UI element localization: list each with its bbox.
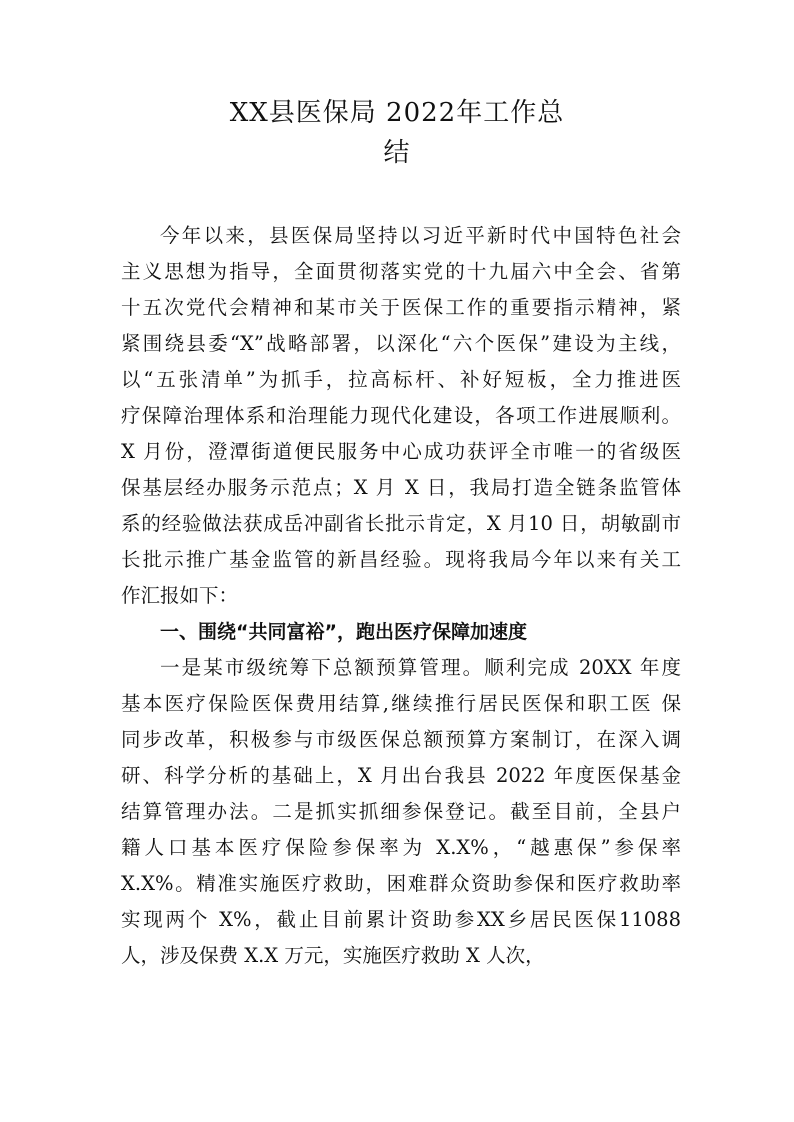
document-title: XX县医保局 2022年工作总 [229,98,565,128]
paragraph-line: 研、科学分析的基础上，X 月出台我县 2022 年度医保基金 [121,764,681,787]
paragraph-line: 基本医疗保险医保费用结算,继续推行居民医保和职工医 保 [121,692,681,715]
paragraph-line: 结算管理办法。二是抓实抓细参保登记。截至目前，全县户 [121,800,681,823]
paragraph-line: 疗保障治理体系和治理能力现代化建设，各项工作进展顺利。 [121,404,681,427]
paragraph-line: 以“五张清单”为抓手，拉高标杆、补好短板，全力推进医 [121,368,681,391]
paragraph-line: 同步改革，积极参与市级医保总额预算方案制订，在深入调 [121,728,681,751]
paragraph-line: 系的经验做法获成岳冲副省长批示肯定，X 月10 日，胡敏副市 [121,512,681,535]
paragraph-line: 今年以来，县医保局坚持以习近平新时代中国特色社会 [160,224,681,247]
paragraph-line: 籍人口基本医疗保险参保率为 X.X%，“越惠保”参保率 [121,836,681,859]
paragraph-line: 实现两个 X%，截止目前累计资助参XX乡居民医保11088 [121,908,681,931]
paragraph-line: 一是某市级统筹下总额预算管理。顺利完成 20XX 年度 [160,656,681,679]
paragraph-line: 人，涉及保费 X.X 万元，实施医疗救助 X 人次， [121,944,545,967]
section-heading: 一、围绕“共同富裕”，跑出医疗保障加速度 [160,621,527,643]
paragraph-line: 作汇报如下： [121,584,239,607]
paragraph-line: 主义思想为指导，全面贯彻落实党的十九届六中全会、省第 [121,260,681,283]
paragraph-line: 保基层经办服务示范点；X 月 X 日，我局打造全链条监管体 [121,476,681,499]
paragraph-line: X 月份，澄潭街道便民服务中心成功获评全市唯一的省级医 [121,440,681,463]
paragraph-line: 紧围绕县委“X”战略部署，以深化“六个医保”建设为主线， [121,332,681,355]
paragraph-line: 十五次党代会精神和某市关于医保工作的重要指示精神，紧 [121,296,681,319]
paragraph-line: X.X%。精准实施医疗救助，困难群众资助参保和医疗救助率 [121,872,681,895]
paragraph-line: 长批示推广基金监管的新昌经验。现将我局今年以来有关工 [121,548,681,571]
document-title-continued: 结 [383,138,411,168]
